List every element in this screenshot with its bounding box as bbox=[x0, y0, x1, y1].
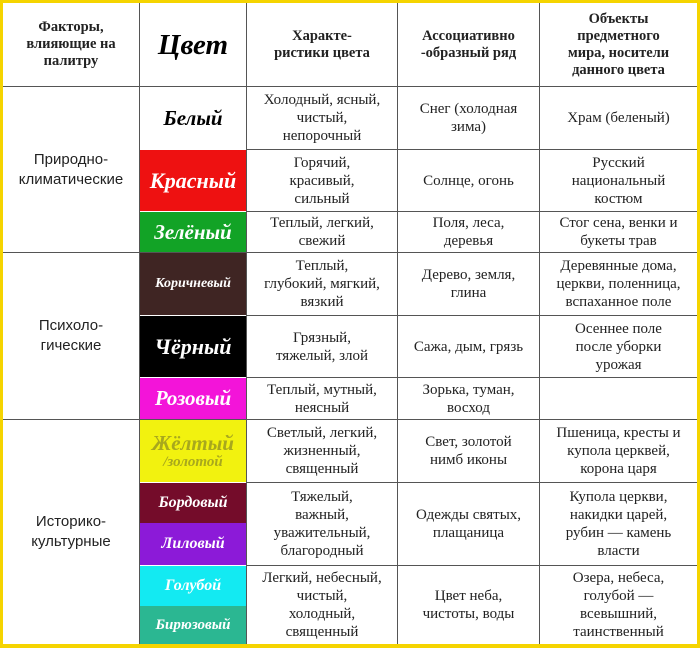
cell-associative: Зорька, туман, восход bbox=[422, 381, 515, 416]
factor-psychological: Психоло- гические bbox=[38, 317, 104, 354]
header-color: Цвет bbox=[157, 28, 229, 61]
header-associative: Ассоциативно -образный ряд bbox=[420, 27, 517, 61]
swatch-label: Чёрный bbox=[154, 333, 232, 359]
cell-associative: Цвет неба, чистоты, воды bbox=[422, 588, 515, 622]
swatch-label: Зелёный bbox=[154, 219, 232, 244]
cell-characteristics: Легкий, небесный, чистый, холодный, священный bbox=[262, 570, 382, 640]
cell-characteristics: Теплый, мутный, неясный bbox=[267, 381, 377, 416]
swatch-turquoise bbox=[140, 606, 246, 644]
cell-associative: Поля, леса, деревья bbox=[432, 215, 505, 249]
cell-associative: Свет, золотой нимб иконы bbox=[425, 434, 512, 468]
cell-objects bbox=[540, 378, 697, 419]
factor-historical-cultural: Историко- культурные bbox=[31, 513, 111, 550]
swatch-label: Коричневый bbox=[155, 276, 231, 291]
swatch-white bbox=[140, 87, 246, 149]
swatch-brown bbox=[140, 253, 246, 315]
cell-characteristics: Горячий, красивый, сильный bbox=[289, 154, 355, 207]
swatch-burgundy bbox=[140, 483, 246, 523]
cell-characteristics: Холодный, ясный, чистый, непорочный bbox=[263, 92, 381, 144]
cell-objects: Осеннее поле после уборки урожая bbox=[575, 320, 662, 373]
swatch-label: Бирюзовый bbox=[155, 616, 231, 633]
swatch-yellow bbox=[140, 420, 246, 482]
cell-characteristics: Грязный, тяжелый, злой bbox=[275, 329, 369, 364]
header-characteristics: Характе- ристики цвета bbox=[274, 27, 370, 61]
swatch-label: Голубой bbox=[164, 577, 222, 594]
cell-objects: Купола церкви, накидки царей, рубин — камень власти bbox=[565, 489, 672, 559]
swatch-label: Белый bbox=[163, 105, 223, 130]
cell-objects: Храм (беленый) bbox=[567, 110, 670, 126]
cell-objects: Русский национальный костюм bbox=[571, 154, 666, 207]
cell-characteristics: Светлый, легкий, жизненный, священный bbox=[266, 425, 378, 477]
cell-objects: Стог сена, венки и букеты трав bbox=[559, 215, 678, 249]
swatch-pink bbox=[140, 378, 246, 419]
swatch-label: Бордовый bbox=[158, 494, 228, 511]
swatch-sublabel: /золотой bbox=[163, 454, 223, 470]
cell-associative: Снег (холодная зима) bbox=[419, 101, 518, 135]
cell-objects: Пшеница, кресты и купола церквей, корона царя bbox=[556, 425, 681, 477]
cell-associative: Сажа, дым, грязь bbox=[413, 338, 524, 355]
swatch-red bbox=[140, 150, 246, 211]
swatch-label: Жёлтый bbox=[152, 431, 234, 455]
header-factors: Факторы, влияющие на палитру bbox=[26, 19, 116, 69]
swatch-label: Розовый bbox=[154, 386, 232, 410]
cell-objects: Озера, небеса, голубой — всевышний, таинственный bbox=[572, 570, 665, 640]
cell-associative: Одежды святых, плащаница bbox=[415, 507, 522, 541]
cell-associative: Солнце, огонь bbox=[423, 172, 514, 189]
swatch-green bbox=[140, 212, 246, 252]
swatch-label: Лиловый bbox=[161, 535, 225, 552]
cell-objects: Деревянные дома, церкви, поленница, вспаханное поле bbox=[556, 258, 681, 310]
cell-characteristics: Теплый, глубокий, мягкий, вязкий bbox=[264, 258, 380, 310]
cell-associative: Дерево, земля, глина bbox=[421, 267, 516, 301]
color-palette-table bbox=[3, 3, 697, 644]
cell-characteristics: Теплый, легкий, свежий bbox=[270, 215, 374, 249]
swatch-black bbox=[140, 316, 246, 377]
swatch-lilac bbox=[140, 523, 246, 565]
cell-characteristics: Тяжелый, важный, уважительный, благородный bbox=[273, 489, 371, 559]
swatch-light-blue bbox=[140, 566, 246, 606]
swatch-label: Красный bbox=[149, 167, 237, 193]
header-objects: Объекты предметного мира, носители данного цвета bbox=[567, 10, 670, 78]
factor-natural-climatic: Природно- климатические bbox=[18, 150, 124, 188]
